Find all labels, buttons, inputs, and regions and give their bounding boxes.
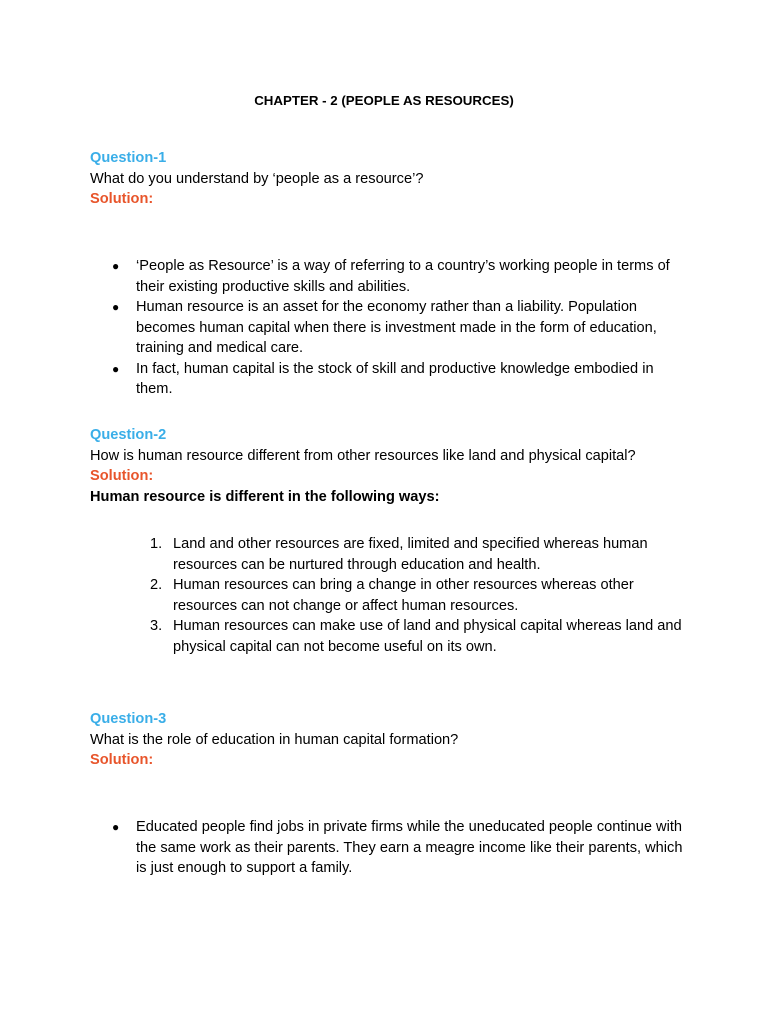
- chapter-title: CHAPTER - 2 (PEOPLE AS RESOURCES): [254, 93, 514, 108]
- list-number: 2.: [150, 577, 163, 593]
- question-2-solution-label: Solution:: [90, 468, 154, 484]
- question-1-header: [90, 148, 690, 210]
- list-item: [90, 817, 690, 879]
- question-2-answer-list: [90, 534, 690, 657]
- list-item-text: Human resources can bring a change in other resources whereas other resources can not change or affect human resources.: [173, 577, 634, 614]
- list-item: [90, 297, 690, 359]
- question-3-label: Question-3: [90, 711, 167, 727]
- bullet-icon: ●: [112, 259, 120, 273]
- question-2-header: [90, 425, 690, 507]
- bullet-icon: ●: [112, 820, 120, 834]
- question-1-solution-label: Solution:: [90, 191, 154, 207]
- question-3-solution-label: Solution:: [90, 752, 154, 768]
- question-3-text: What is the role of education in human capital formation?: [90, 731, 459, 748]
- list-item: [90, 575, 690, 616]
- list-number: 1.: [150, 536, 163, 552]
- question-2-label: Question-2: [90, 427, 167, 443]
- bullet-icon: ●: [112, 300, 120, 314]
- question-2-text: How is human resource different from other resources like land and physical capital?: [90, 447, 636, 464]
- list-item-text: Land and other resources are fixed, limited and specified whereas human resources can be nurtured through education and health.: [173, 536, 648, 573]
- list-number: 3.: [150, 618, 163, 634]
- list-item: [90, 359, 690, 400]
- question-3-header: [90, 709, 690, 771]
- list-item-text: ‘People as Resource’ is a way of referring to a country’s working people in terms of their existing productive skills and abilities.: [136, 258, 670, 295]
- list-item-text: Human resources can make use of land and physical capital whereas land and physical capital can not become useful on its own.: [173, 618, 682, 655]
- list-item-text: Human resource is an asset for the economy rather than a liability. Population becomes human capital when there is investment made in the form of education, training and medical care.: [136, 299, 657, 356]
- list-item-text: In fact, human capital is the stock of skill and productive knowledge embodied in them.: [136, 360, 654, 397]
- bullet-icon: ●: [112, 361, 120, 376]
- question-3-answer-list: [90, 817, 690, 879]
- question-2-intro: Human resource is different in the following ways:: [90, 488, 440, 505]
- question-1-answer-list: [90, 256, 690, 400]
- question-1-label: Question-1: [90, 150, 167, 166]
- list-item: [90, 534, 690, 575]
- question-1-text: What do you understand by ‘people as a resource’?: [90, 170, 424, 187]
- list-item: [90, 256, 690, 297]
- list-item: [90, 616, 690, 657]
- list-item-text: Educated people find jobs in private firms while the uneducated people continue with the same work as their parents. They earn a meagre income like their parents, which is just enough to support a family.: [136, 819, 683, 876]
